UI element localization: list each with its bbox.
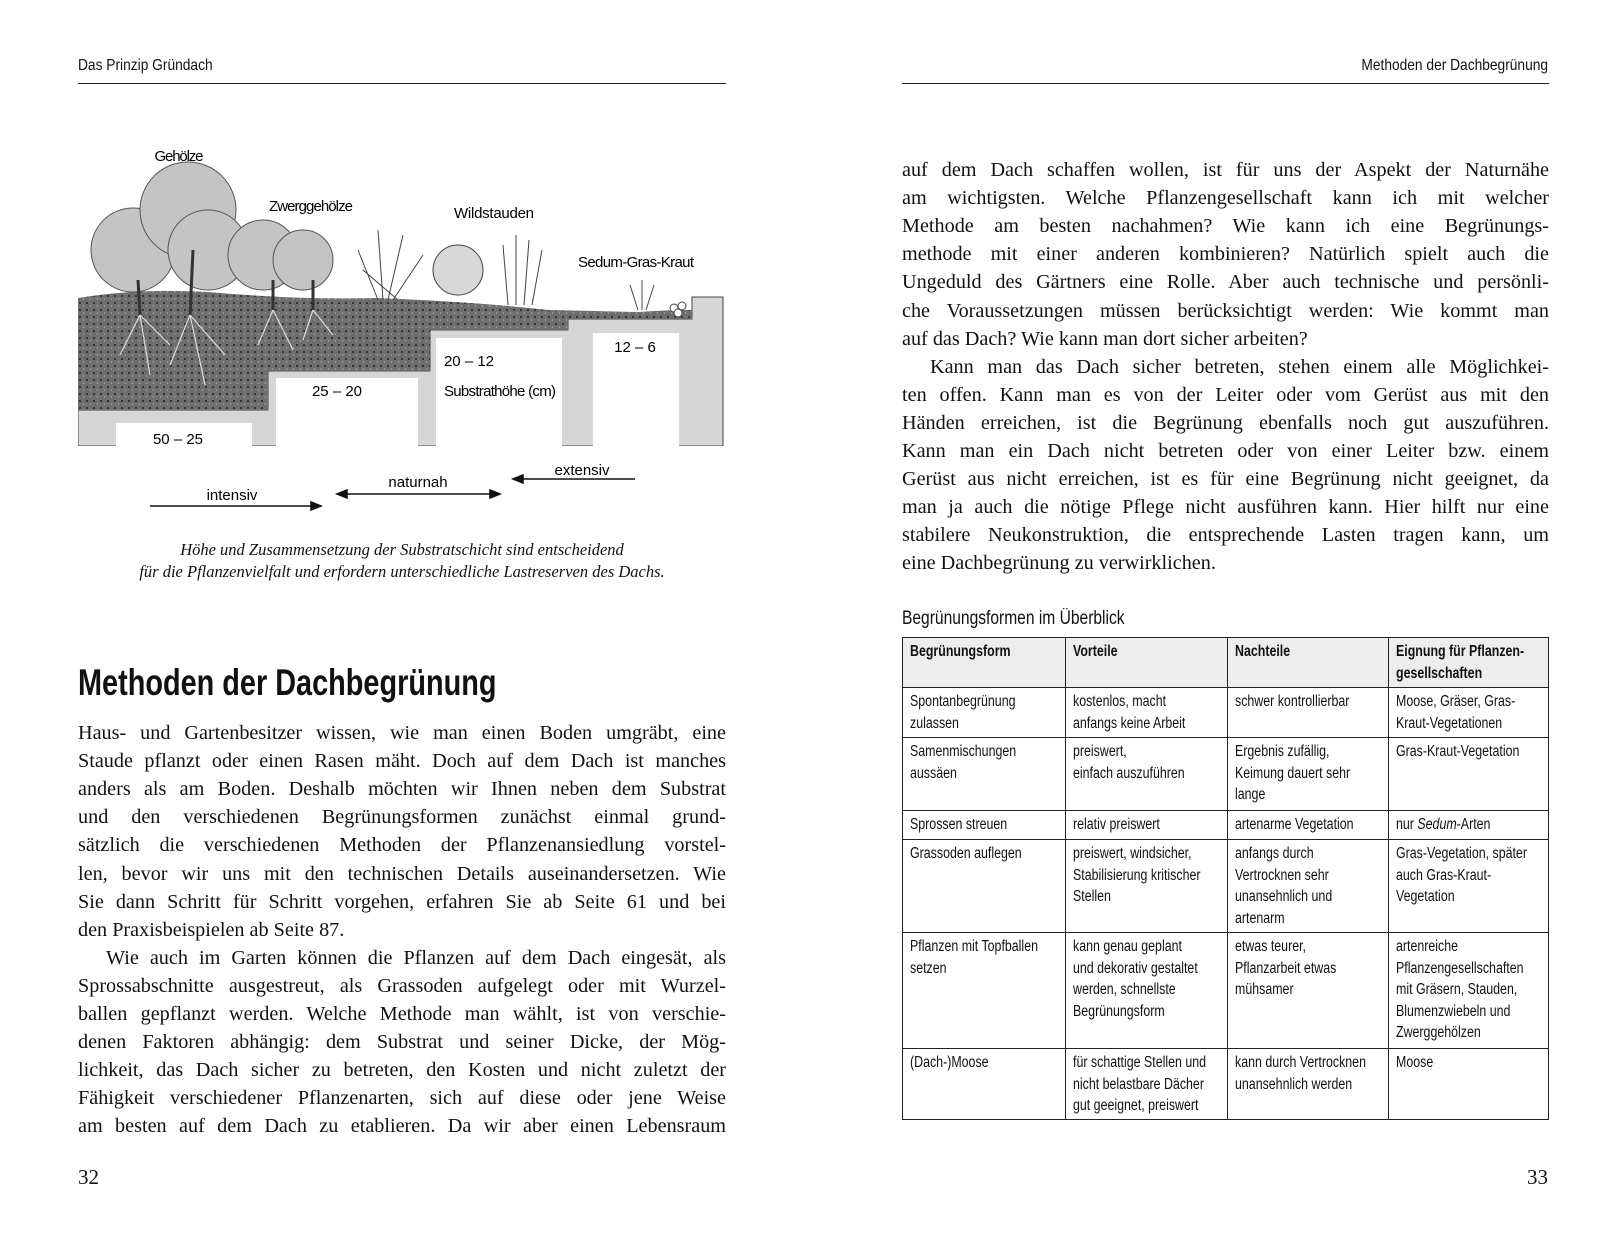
cell-text: Vorteile: [1073, 643, 1118, 660]
label-gehoelze: Gehölze: [154, 148, 204, 165]
text-line: eine Dachbegrünung zu verwirklichen.: [902, 552, 1216, 575]
table-cell: [903, 738, 1065, 810]
cell-text: Eignung für Pflanzen- gesellschaften: [1396, 643, 1525, 682]
cell-text: (Dach-)Moose: [910, 1054, 989, 1071]
cell-text: kann durch Vertrocknen unansehnlich werden: [1235, 1054, 1366, 1093]
cell-text: Spontanbegrünung zulassen: [910, 693, 1016, 732]
table-cell: [903, 1049, 1065, 1119]
text-line: denen Faktoren abhängig: dem Substrat und seiner Dicke, der Mög-: [78, 1031, 726, 1054]
table-title: Begrünungsformen im Überblick: [902, 608, 1125, 629]
table-cell: [1388, 688, 1547, 737]
running-head-right: Methoden der Dachbegrünung: [1361, 57, 1548, 74]
table-cell: [1065, 840, 1227, 932]
text-line: che Voraussetzungen müssen berücksichtigt werden: Wie kommt man: [902, 299, 1549, 322]
header-rule-left: [78, 83, 726, 84]
text-line: auf das Dach? Wie kann man dort sicher arbeiten?: [902, 327, 1308, 350]
table-cell: [1065, 1049, 1227, 1119]
table-cell: [1065, 811, 1227, 839]
text-line: lichkeit, das Dach sicher zu betreten, den Kosten und nicht zuletzt der: [78, 1059, 726, 1082]
label-height-1: 50 – 25: [152, 431, 204, 448]
label-extensiv: extensiv: [554, 462, 610, 479]
table-cell: [1388, 738, 1547, 810]
label-height-4: 12 – 6: [614, 339, 656, 356]
label-wildstauden: Wildstauden: [454, 205, 534, 222]
running-head-left: Das Prinzip Gründach: [78, 57, 213, 74]
text-line: Gerüst aus nicht erreichen, ist es für eine Begrünung nicht geeignet, da: [902, 468, 1549, 491]
genus-name: Sedum: [1417, 816, 1457, 833]
text-line: stabilere Neukonstruktion, die entsprechende Lasten tragen kann, um: [902, 524, 1549, 547]
table-cell: [903, 933, 1065, 1048]
cell-text: preiswert, einfach auszuführen: [1073, 743, 1185, 782]
table-cell: [1388, 1049, 1547, 1119]
page-number-left: 32: [78, 1165, 99, 1189]
text-line: methode mit einer anderen kombinieren? Natürlich spielt auch die: [902, 243, 1549, 266]
cell-text: schwer kontrollierbar: [1235, 693, 1350, 710]
cell-text: Sprossen streuen: [910, 816, 1008, 833]
text-line: Fähigkeit verschiedener Pflanzenarten, sich auf diese oder jene Weise: [78, 1087, 726, 1110]
label-height-3: 20 – 12: [443, 353, 495, 370]
table-cell: [1388, 811, 1547, 839]
cell-text: Samenmischungen aussäen: [910, 743, 1017, 782]
table-cell: [1227, 840, 1388, 932]
cell-text: für schattige Stellen und nicht belastbare Dächer gut geeignet, preiswert: [1073, 1054, 1207, 1114]
cell-text: artenarme Vegetation: [1235, 816, 1354, 833]
overview-table: [902, 637, 1549, 1120]
table-cell: [1065, 933, 1227, 1048]
cell-text: Moose, Gräser, Gras- Kraut-Vegetationen: [1396, 693, 1516, 732]
label-substrate-height: Substrathöhe (cm): [444, 383, 556, 400]
table-header-cell: [903, 638, 1065, 687]
text-line: ten offen. Kann man es von der Leiter oder vom Gerüst aus mit den: [902, 383, 1549, 406]
table-cell: [1227, 1049, 1388, 1119]
table-cell: [903, 840, 1065, 932]
figure-caption-line-1: Höhe und Zusammensetzung der Substratschicht sind entscheidend: [180, 540, 624, 559]
cell-text: etwas teurer, Pflanzarbeit etwas mühsamer: [1235, 938, 1337, 998]
text-line: den Praxisbeispielen ab Seite 87.: [78, 918, 345, 941]
cell-text: Gras-Vegetation, später auch Gras-Kraut- Vegetation: [1396, 845, 1527, 905]
text-line: am besten auf dem Dach zu etablieren. Da wir aber einen Lebensraum: [78, 1115, 726, 1138]
table-row: [903, 1048, 1548, 1119]
table-cell: [1065, 688, 1227, 737]
text-line: Kann man ein Dach nicht betreten oder von einer Leiter bzw. einem: [902, 440, 1549, 462]
text-line: Methode am besten nachahmen? Wie kann ich eine Begrünungs-: [902, 215, 1549, 238]
page-number-right: 33: [1527, 1165, 1548, 1189]
table-row: [903, 737, 1548, 810]
table-header-row: [903, 638, 1548, 687]
table-cell: [1065, 738, 1227, 810]
text-line: ballen gepflanzt werden. Welche Methode man wählt, ist von verschie-: [78, 1003, 726, 1025]
cell-text: Nachteile: [1235, 643, 1291, 660]
label-intensiv: intensiv: [206, 487, 258, 504]
text-line: man ja auch die nötige Pflege nicht ausführen kann. Hier hilft nur eine: [902, 496, 1549, 519]
section-heading: Methoden der Dachbegrünung: [78, 662, 497, 703]
cell-text: Begrünungsform: [910, 643, 1011, 660]
text-line: Staude pflanzt oder einen Rasen mäht. Doch auf dem Dach ist manches: [78, 750, 726, 773]
table-cell: [1227, 811, 1388, 839]
table-cell: [903, 811, 1065, 839]
text-line: auf dem Dach schaffen wollen, ist für uns der Aspekt der Naturnähe: [902, 159, 1549, 181]
header-rule-right: [902, 83, 1549, 84]
text-line: Sie dann Schritt für Schritt vorgehen, erfahren Sie ab Seite 61 und bei: [78, 890, 726, 913]
table-cell: [1227, 738, 1388, 810]
cell-text: nur Sedum-Arten: [1396, 816, 1491, 833]
text-line: und den verschiedenen Begrünungsformen zunächst einmal grund-: [78, 806, 726, 829]
table-header-cell: [1227, 638, 1388, 687]
table-cell: [1388, 933, 1547, 1048]
text-line: Haus- und Gartenbesitzer wissen, wie man einen Boden umgräbt, eine: [78, 722, 726, 744]
text-line: Händen erreichen, ist die Begrünung ebenfalls noch gut auszuführen.: [902, 411, 1549, 434]
table-header-cell: [1388, 638, 1547, 687]
cell-text: Ergebnis zufällig, Keimung dauert sehr lange: [1235, 743, 1351, 803]
text-line: am wichtigsten. Welche Pflanzengesellschaft kann ich mit welcher: [902, 187, 1549, 210]
cell-text: preiswert, windsicher, Stabilisierung kritischer Stellen: [1073, 845, 1201, 905]
table-row: [903, 932, 1548, 1048]
figure-caption-line-2: für die Pflanzenvielfalt und erfordern unterschiedliche Lastreserven des Dachs.: [139, 562, 665, 581]
text-line: sätzlich die verschiedenen Methoden der Pflanzenansiedlung vorstel-: [78, 834, 726, 857]
table-row: [903, 839, 1548, 932]
label-height-2: 25 – 20: [311, 383, 363, 400]
text-line: Kann man das Dach sicher betreten, stehen einem alle Möglichkei-: [930, 355, 1549, 378]
text-line: len, bevor wir uns mit den technischen Details auseinandersetzen. Wie: [78, 862, 726, 885]
label-sedum: Sedum-Gras-Kraut: [578, 254, 694, 271]
cell-text: artenreiche Pflanzengesellschaften mit Gräsern, Stauden, Blumenzwiebeln und Zwerggehölzen: [1396, 938, 1524, 1041]
table-cell: [903, 688, 1065, 737]
table-cell: [1227, 688, 1388, 737]
text-line: Wie auch im Garten können die Pflanzen auf dem Dach eingesät, als: [106, 946, 726, 969]
text-line: Sprossabschnitte ausgestreut, als Grassoden aufgelegt oder mit Wurzel-: [78, 974, 726, 997]
substrate-illustration: [78, 140, 728, 530]
cell-text: kann genau geplant und dekorativ gestaltet werden, schnellste Begrünungsform: [1073, 938, 1198, 1020]
trees: [91, 162, 333, 292]
text-line: Ungeduld des Gärtners eine Rolle. Aber auch technische und persönli-: [902, 271, 1549, 294]
cell-text: anfangs durch Vertrocknen sehr unansehnlich und artenarm: [1235, 845, 1333, 927]
table-cell: [1388, 840, 1547, 932]
table-cell: [1227, 933, 1388, 1048]
cell-text: Grassoden auflegen: [910, 845, 1022, 862]
table-header-cell: [1065, 638, 1227, 687]
label-zwerggehoelze: Zwerggehölze: [269, 198, 353, 215]
cell-text: Pflanzen mit Topfballen setzen: [910, 938, 1038, 977]
table-row: [903, 687, 1548, 737]
label-naturnah: naturnah: [388, 474, 448, 491]
cell-text: Gras-Kraut-Vegetation: [1396, 743, 1520, 760]
cell-text: Moose: [1396, 1054, 1434, 1071]
cell-text: kostenlos, macht anfangs keine Arbeit: [1073, 693, 1186, 732]
cell-text: relativ preiswert: [1073, 816, 1160, 833]
table-row: [903, 810, 1548, 839]
text-line: anders als am Boden. Deshalb möchten wir Ihnen neben dem Substrat: [78, 778, 726, 801]
